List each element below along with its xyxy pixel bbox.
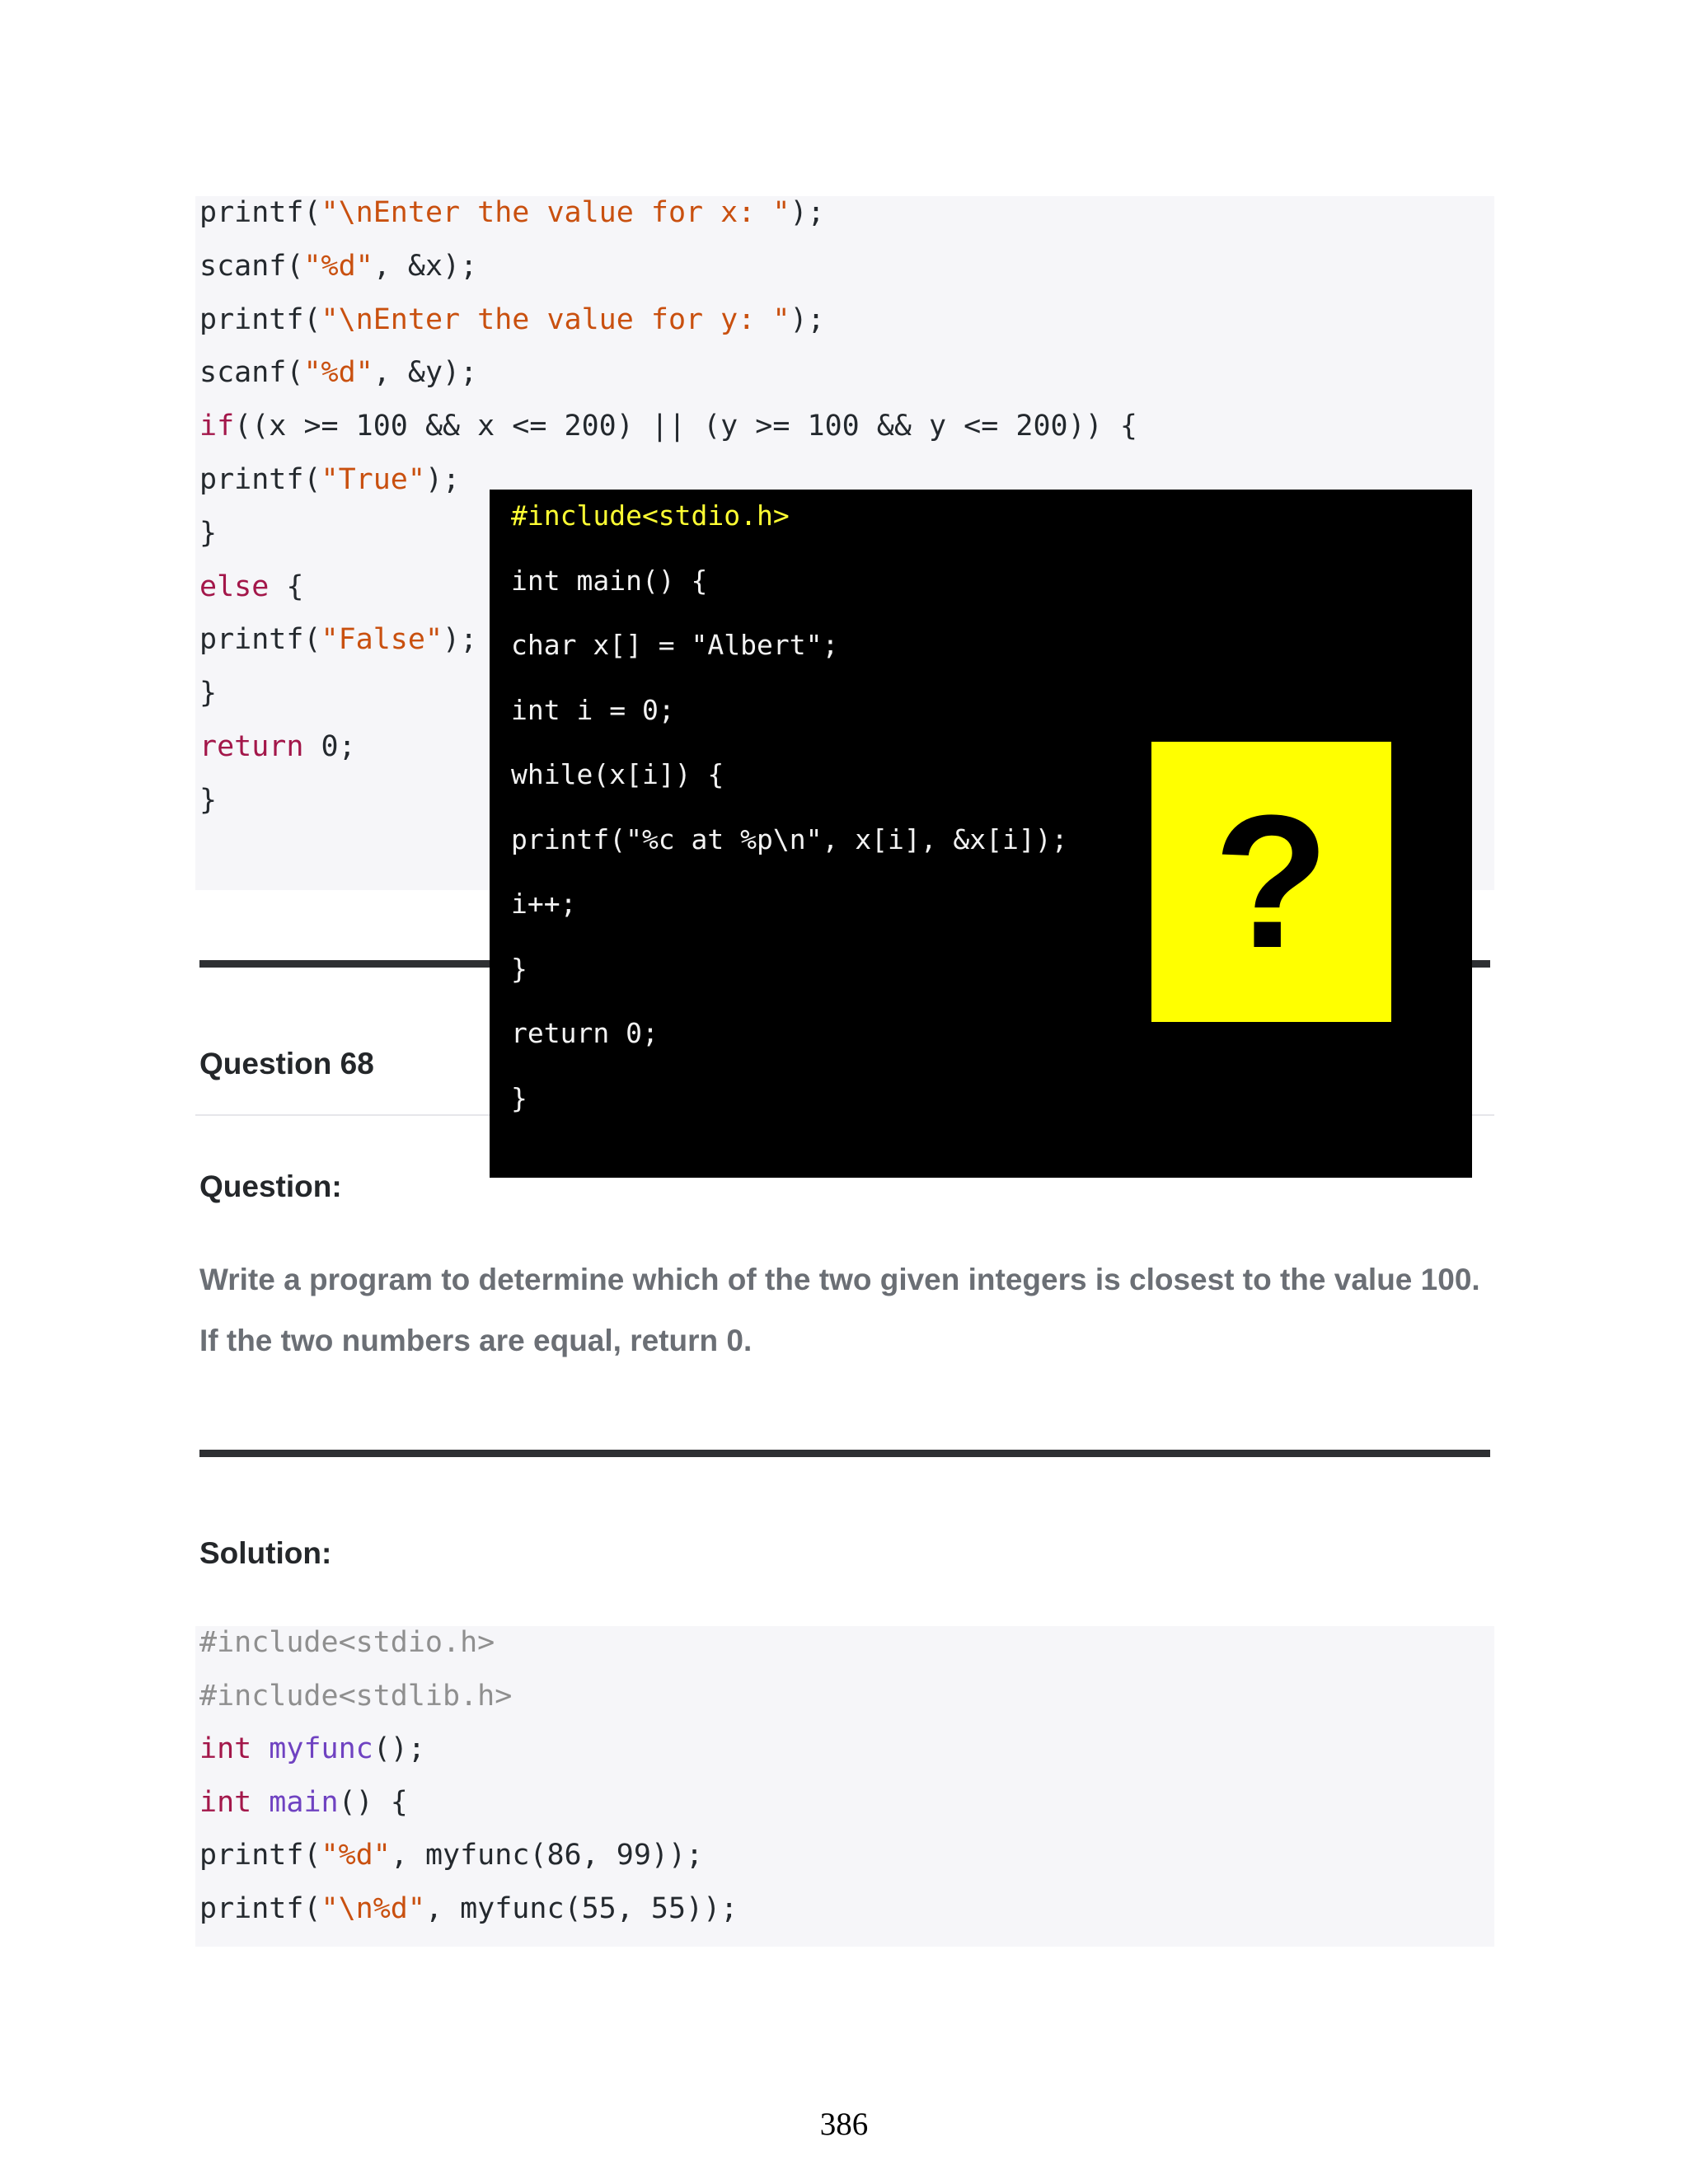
code-line xyxy=(199,677,217,710)
code-token: "\n%d" xyxy=(321,1892,425,1925)
code-token: return xyxy=(199,730,304,763)
code-token: 0; xyxy=(303,730,356,763)
code-token: } xyxy=(199,516,218,550)
code-token: } xyxy=(199,677,218,710)
code-token: } xyxy=(199,783,218,817)
code-line xyxy=(199,463,460,496)
code-line xyxy=(199,1680,512,1713)
section-divider xyxy=(199,1450,1490,1457)
code-token: ); xyxy=(790,196,825,229)
code-token: "True" xyxy=(321,463,425,496)
overlay-code-line: return 0; xyxy=(511,1017,659,1049)
overlay-code-line: #include<stdio.h> xyxy=(511,499,790,532)
code-line xyxy=(199,623,477,656)
code-token: myfunc xyxy=(269,1732,373,1766)
code-token: "%d" xyxy=(321,1839,391,1872)
code-token: #include<stdlib.h> xyxy=(199,1679,513,1713)
code-token: #include<stdio.h> xyxy=(199,1626,495,1659)
overlay-code-line: } xyxy=(511,1081,528,1114)
code-token: "\nEnter the value for y: " xyxy=(321,302,790,336)
code-token: else xyxy=(199,569,270,603)
code-token: , &y); xyxy=(373,356,478,390)
code-token: , myfunc(55, 55)); xyxy=(424,1892,738,1925)
code-token: "%d" xyxy=(303,249,373,283)
code-token: (); xyxy=(373,1732,425,1766)
code-token: , &x); xyxy=(373,249,478,283)
code-token: "\nEnter the value for x: " xyxy=(321,196,790,229)
code-token: printf( xyxy=(199,463,321,496)
code-line xyxy=(199,730,356,763)
overlay-code-line: printf("%c at %p\n", x[i], &x[i]); xyxy=(511,823,1068,855)
overlay-code-line: int i = 0; xyxy=(511,693,675,726)
code-token: printf( xyxy=(199,302,321,336)
code-token xyxy=(251,1732,269,1765)
code-line xyxy=(199,570,303,603)
code-token: "False" xyxy=(321,623,443,657)
code-line xyxy=(199,1732,425,1765)
question-label: Question: xyxy=(199,1169,342,1203)
page-number: 386 xyxy=(819,2107,869,2142)
code-token: ((x >= 100 && x <= 200) || (y >= 100 && y <= 200)) { xyxy=(234,410,1137,443)
code-line xyxy=(199,250,477,283)
code-token: ); xyxy=(443,623,478,657)
code-token: if xyxy=(199,410,235,443)
code-line xyxy=(199,1892,738,1925)
solution-label: Solution: xyxy=(199,1536,332,1570)
code-line xyxy=(199,196,825,229)
question-mark-icon: ? xyxy=(1213,776,1329,987)
code-line xyxy=(199,356,477,389)
code-token: printf( xyxy=(199,623,321,657)
code-token: printf( xyxy=(199,1839,321,1872)
code-line xyxy=(199,410,1137,443)
code-token: scanf( xyxy=(199,356,304,390)
code-token: "%d" xyxy=(303,356,373,390)
overlay-code-line: i++; xyxy=(511,888,577,920)
code-token: int xyxy=(199,1785,252,1819)
code-token: scanf( xyxy=(199,249,304,283)
code-token: ); xyxy=(424,463,461,496)
code-line xyxy=(199,784,217,817)
code-line xyxy=(199,303,825,336)
question-number: Question 68 xyxy=(199,1047,374,1080)
overlay-code-line: } xyxy=(511,952,528,985)
code-overlay-panel xyxy=(490,490,1472,1178)
code-token: printf( xyxy=(199,196,321,229)
code-token: int xyxy=(199,1732,252,1766)
code-token: printf( xyxy=(199,1892,321,1925)
code-token xyxy=(251,1786,269,1819)
code-token: () { xyxy=(338,1785,408,1819)
question-text-line2: If the two numbers are equal, return 0. xyxy=(199,1324,753,1357)
code-token: main xyxy=(269,1785,339,1819)
question-text-line1: Write a program to determine which of the two given integers is closest to the value 100. xyxy=(199,1263,1480,1296)
overlay-code-line: char x[] = "Albert"; xyxy=(511,629,839,661)
question-mark-box xyxy=(1151,742,1391,1022)
overlay-code-line: while(x[i]) { xyxy=(511,758,724,790)
code-line xyxy=(199,1786,408,1819)
overlay-code-line: int main() { xyxy=(511,564,708,597)
code-token: { xyxy=(269,569,304,603)
code-line xyxy=(199,1839,703,1872)
code-token: ); xyxy=(790,302,825,336)
code-line xyxy=(199,517,217,550)
code-line xyxy=(199,1626,495,1659)
code-token: , myfunc(86, 99)); xyxy=(390,1839,704,1872)
